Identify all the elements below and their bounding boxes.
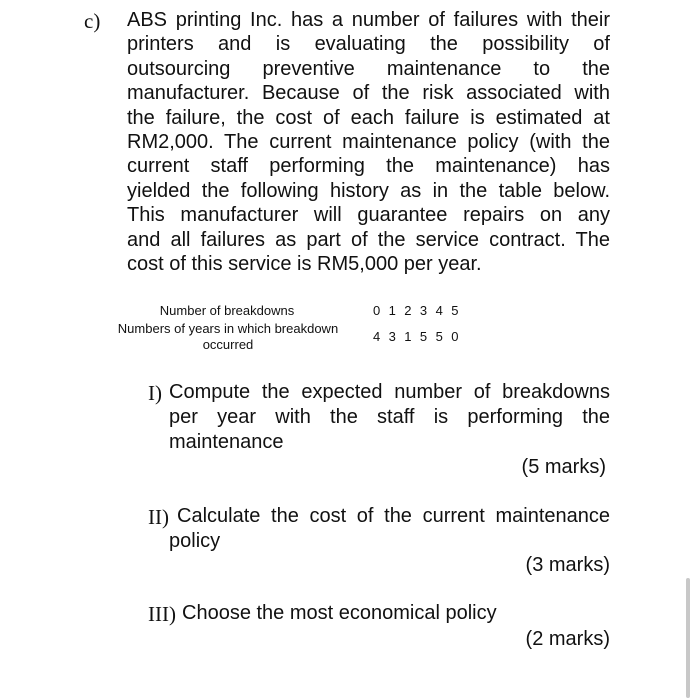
part-line: maintenance <box>169 431 284 453</box>
table-row-label-years <box>104 321 352 353</box>
question-line: ABS printing Inc. has a number of failures with their <box>127 9 610 31</box>
table-row-label-years-line2: occurred <box>202 337 254 352</box>
question-line: manufacturer. Because of the risk associated with <box>127 82 610 105</box>
question-line: printers and is evaluating the possibility of <box>127 33 610 56</box>
part-line: Calculate the cost of the current maintenance <box>177 505 610 527</box>
part-ii-label: II) <box>148 505 169 529</box>
question-line: and all failures as part of the service contract. The <box>127 228 610 251</box>
table-row-values-years: 4 3 1 5 5 0 <box>373 329 461 344</box>
part-i-marks: (5 marks) <box>521 456 606 478</box>
question-text <box>127 8 610 276</box>
part-line: policy <box>169 530 221 552</box>
table-row-values-breakdowns: 0 1 2 3 4 5 <box>373 303 461 318</box>
question-line: the failure, the cost of each failure is estimated at <box>127 106 610 129</box>
question-line: RM2,000. The current maintenance policy (with the <box>127 131 610 154</box>
question-line: outsourcing preventive maintenance to the <box>127 57 610 80</box>
question-line: current staff performing the maintenance) has <box>127 155 610 178</box>
part-i-label: I) <box>148 381 162 405</box>
question-line: This manufacturer will guarantee repairs on any <box>127 204 610 227</box>
part-i-text <box>169 380 610 455</box>
table-row-label-breakdowns: Number of breakdowns <box>159 303 295 318</box>
part-line: Choose the most economical policy <box>182 602 497 624</box>
table-row-label-years-line1: Numbers of years in which breakdown <box>117 321 339 336</box>
question-line: yielded the following history as in the table below. <box>127 179 610 202</box>
part-iii-label: III) <box>148 602 176 626</box>
part-ii-text <box>169 504 610 554</box>
vertical-scrollbar[interactable] <box>686 578 690 698</box>
part-line: per year with the staff is performing the <box>169 406 610 428</box>
question-label: c) <box>84 9 101 33</box>
question-line: cost of this service is RM5,000 per year. <box>127 253 482 276</box>
part-line: Compute the expected number of breakdowns <box>169 381 610 403</box>
part-iii-text <box>182 601 612 626</box>
part-ii-marks: (3 marks) <box>525 554 610 576</box>
part-iii-marks: (2 marks) <box>525 628 610 650</box>
